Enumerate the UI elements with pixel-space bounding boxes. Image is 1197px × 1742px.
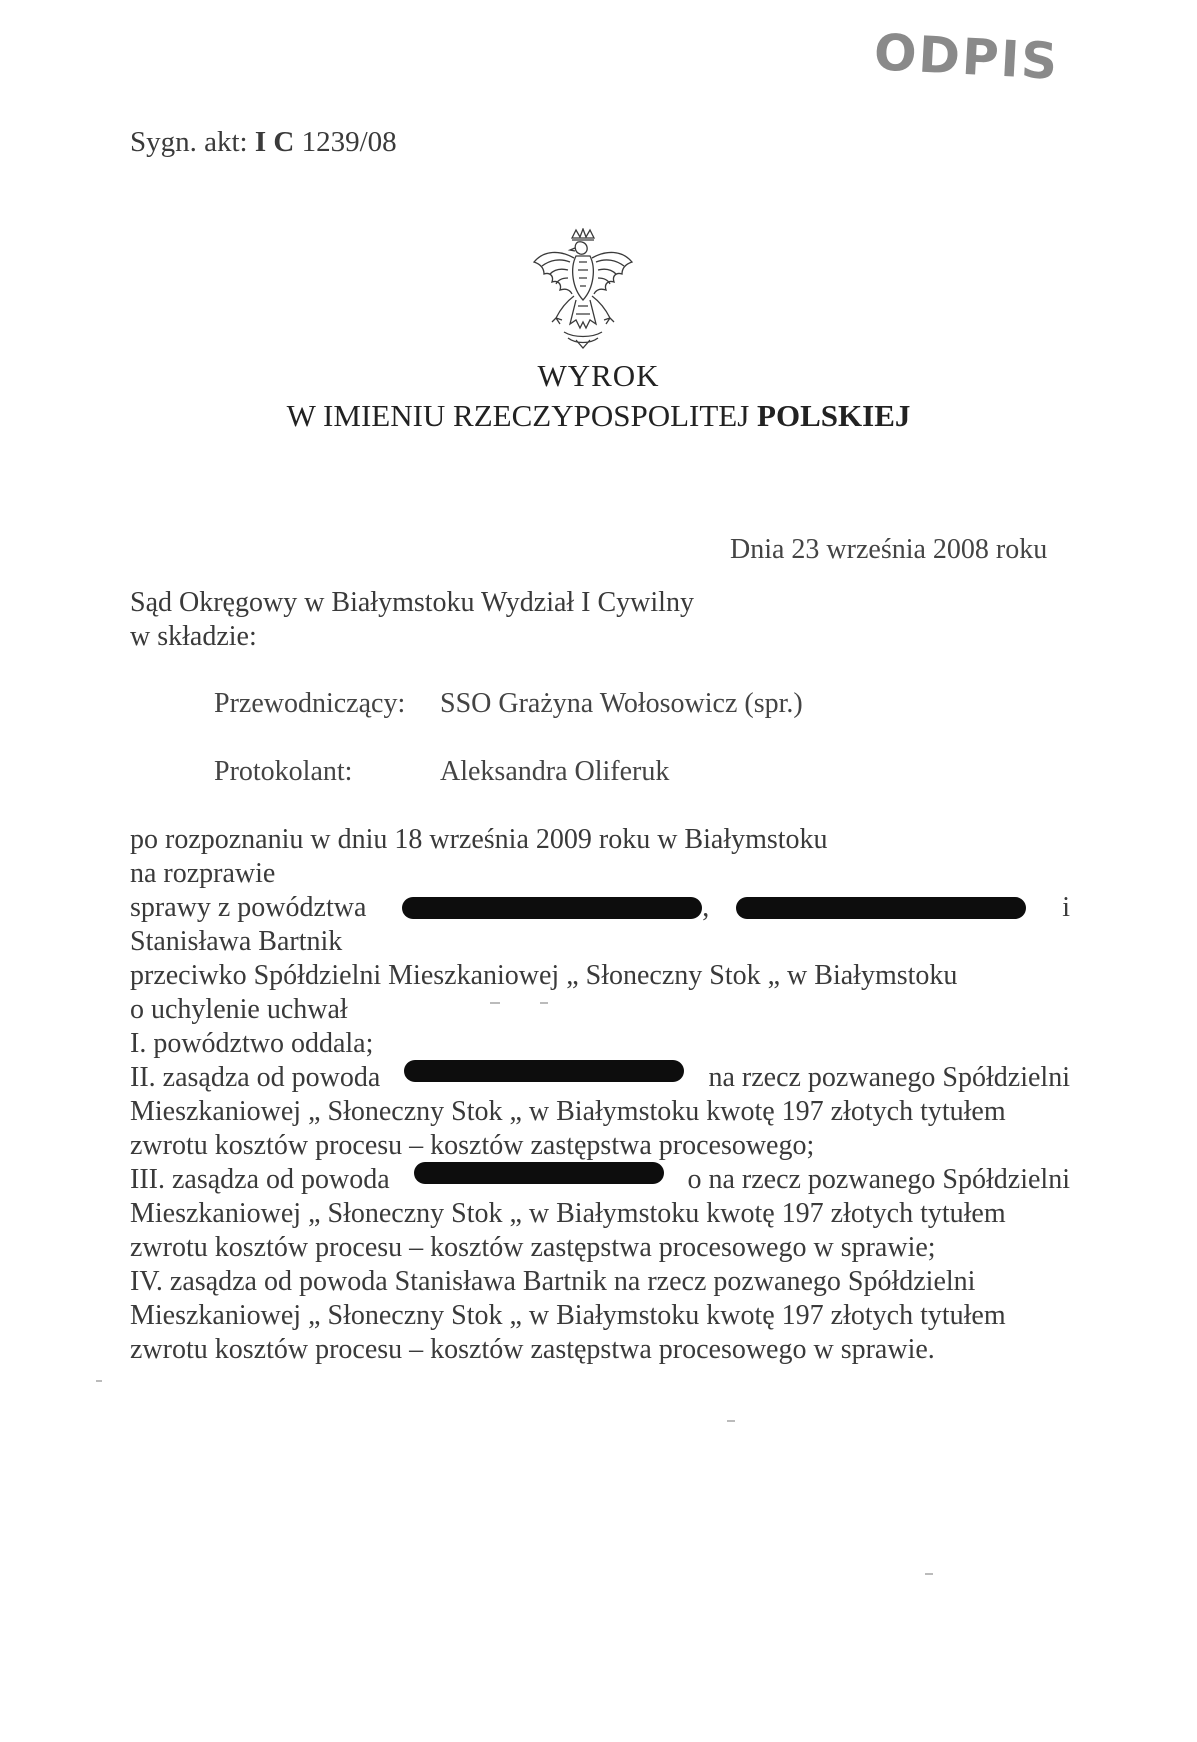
- judgment-date: Dnia 23 września 2008 roku: [730, 534, 1048, 565]
- scan-speck: [540, 1002, 548, 1004]
- case-reference: [130, 126, 397, 159]
- proceedings-line: po rozpoznaniu w dniu 18 września 2009 roku w Białymstoku: [130, 824, 828, 855]
- odpis-stamp: ODPIS: [872, 23, 1061, 91]
- subject-line: o uchylenie uchwał: [130, 994, 348, 1025]
- subtitle-normal: W IMIENIU RZECZYPOSPOLITEJ: [286, 398, 750, 433]
- redaction-bar: [402, 897, 702, 919]
- judgment-subtitle: [0, 398, 1197, 434]
- ruling-item-4: IV. zasądza od powoda Stanisława Bartnik na rzecz pozwanego Spółdzielni: [130, 1266, 976, 1297]
- reference-number: 1239/08: [301, 126, 397, 158]
- item2-line-2: [130, 1096, 1070, 1128]
- defendant-line: przeciwko Spółdzielni Mieszkaniowej „ Słoneczny Stok „ w Białymstoku: [130, 960, 958, 991]
- scan-speck: [925, 1573, 933, 1575]
- court-composition-label: w składzie:: [130, 621, 257, 652]
- item2-line-2-text: Mieszkaniowej „ Słoneczny Stok „ w Białymstoku kwotę 197 złotych tytułem: [130, 1096, 1006, 1127]
- judgment-title: WYROK: [537, 358, 660, 393]
- scan-speck: [490, 1002, 500, 1004]
- court-name: Sąd Okręgowy w Białymstoku Wydział I Cywilny: [130, 587, 694, 618]
- redaction-bar: [736, 897, 1026, 919]
- item3-after: o na rzecz pozwanego Spółdzielni: [687, 1164, 1070, 1195]
- claim-conjunction: i: [1062, 892, 1070, 923]
- ruling-item-3: [130, 1164, 1070, 1196]
- subtitle-bold: POLSKIEJ: [757, 398, 911, 433]
- claim-separator: ,: [702, 892, 710, 923]
- clerk-name: Aleksandra Oliferuk: [440, 756, 670, 787]
- reference-division: I C: [254, 126, 295, 158]
- item3-start: III. zasądza od powoda: [130, 1164, 390, 1195]
- item2-line-3: zwrotu kosztów procesu – kosztów zastępstwa procesowego;: [130, 1130, 815, 1161]
- claim-line: [130, 892, 1070, 924]
- chair-name: SSO Grażyna Wołosowicz (spr.): [440, 688, 803, 719]
- reference-prefix: Sygn. akt:: [130, 126, 248, 158]
- item4-line-2: Mieszkaniowej „ Słoneczny Stok „ w Białymstoku kwotę 197 złotych tytułem: [130, 1300, 1006, 1331]
- item3-line-3: zwrotu kosztów procesu – kosztów zastępstwa procesowego w sprawie;: [130, 1232, 936, 1263]
- item2-start: II. zasądza od powoda: [130, 1062, 381, 1093]
- redaction-bar: [404, 1060, 684, 1082]
- clerk-label: Protokolant:: [214, 756, 353, 787]
- scan-speck: [727, 1420, 735, 1422]
- redaction-bar: [414, 1162, 664, 1184]
- item3-line-2: Mieszkaniowej „ Słoneczny Stok „ w Białymstoku kwotę 197 złotych tytułem: [130, 1198, 1006, 1229]
- chair-label: Przewodniczący:: [214, 688, 406, 719]
- polish-eagle-emblem-icon: [530, 228, 636, 350]
- claimant-name: Stanisława Bartnik: [130, 926, 343, 957]
- claim-prefix: sprawy z powództwa: [130, 892, 367, 923]
- ruling-item-1: I. powództwo oddala;: [130, 1028, 374, 1059]
- item4-line-3: zwrotu kosztów procesu – kosztów zastępstwa procesowego w sprawie.: [130, 1334, 935, 1365]
- ruling-item-2: [130, 1062, 1070, 1094]
- hearing-line: na rozprawie: [130, 858, 276, 889]
- item2-after: na rzecz pozwanego Spółdzielni: [708, 1062, 1070, 1093]
- claimants-redacted: [402, 892, 1026, 924]
- scan-speck: [96, 1380, 102, 1382]
